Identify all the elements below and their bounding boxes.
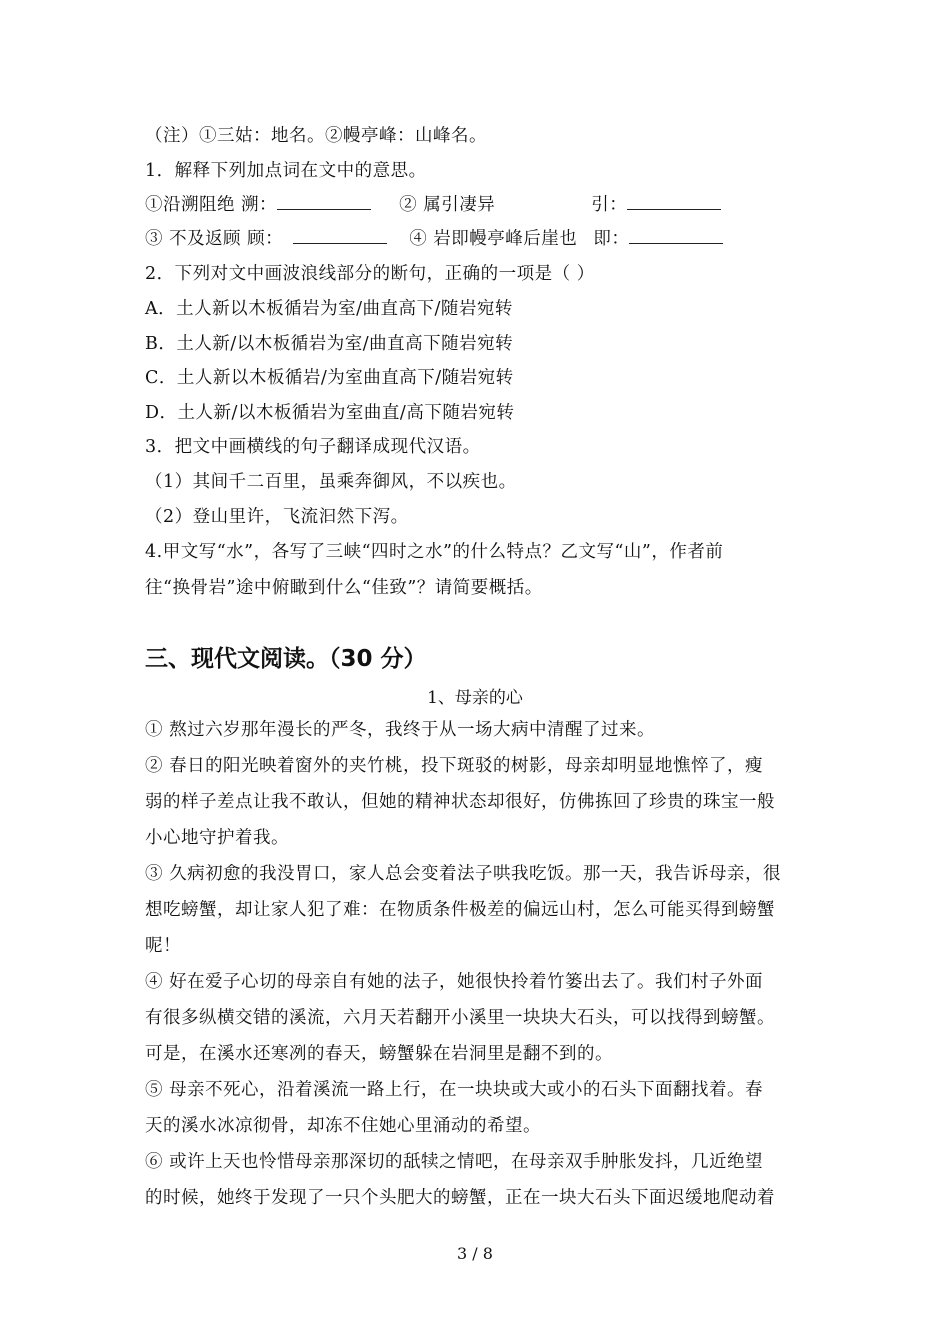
q1-row-1 (145, 191, 721, 216)
article-line: 呢！ (145, 936, 181, 956)
q3-sentence-2: （2）登山里许，飞流汩然下泻。 (145, 507, 409, 527)
answer-blank-3[interactable] (293, 227, 387, 244)
answer-blank-1[interactable] (277, 193, 371, 210)
q1-item-4: ④ 岩即幔亭峰后崖也 (409, 229, 578, 249)
q1-row-2 (145, 225, 723, 250)
article-line: ④ 好在爱子心切的母亲自有她的法子，她很快拎着竹篓出去了。我们村子外面 (145, 972, 764, 992)
q1-item-1: ①沿溯阻绝 溯： (145, 195, 278, 215)
q2-option-b: B．土人新/以木板循岩为室/曲直高下随岩宛转 (145, 334, 514, 354)
q2-option-c: C．土人新以木板循岩/为室曲直高下/随岩宛转 (145, 368, 514, 388)
q1-item-4-label: 即： (593, 229, 630, 249)
article-line: 的时候，她终于发现了一只个头肥大的螃蟹，正在一块大石头下面迟缓地爬动着 (145, 1188, 775, 1208)
article-line: ③ 久病初愈的我没胃口，家人总会变着法子哄我吃饭。那一天，我告诉母亲，很 (145, 864, 782, 884)
article-line: 有很多纵横交错的溪流，六月天若翻开小溪里一块块大石头，可以找得到螃蟹。 (145, 1008, 775, 1028)
article-line: 小心地守护着我。 (145, 828, 289, 848)
q3-sentence-1: （1）其间千二百里，虽乘奔御风，不以疾也。 (145, 472, 517, 492)
article-line: 天的溪水冰凉彻骨，却冻不住她心里涌动的希望。 (145, 1116, 541, 1136)
article-line: 可是，在溪水还寒冽的春天，螃蟹躲在岩洞里是翻不到的。 (145, 1044, 613, 1064)
article-line: 想吃螃蟹，却让家人犯了难：在物质条件极差的偏远山村，怎么可能买得到螃蟹 (145, 900, 775, 920)
answer-blank-4[interactable] (629, 227, 723, 244)
article-line: ② 春日的阳光映着窗外的夹竹桃，投下斑驳的树影，母亲却明显地憔悴了，瘦 (145, 756, 764, 776)
answer-blank-2[interactable] (627, 193, 721, 210)
q2-stem: 2．下列对文中画波浪线部分的断句，正确的一项是（ ） (145, 264, 595, 284)
q4-line-1: 4.甲文写“水”，各写了三峡“四时之水”的什么特点？乙文写“山”，作者前 (145, 542, 724, 562)
q2-option-a: A．土人新以木板循岩为室/曲直高下/随岩宛转 (145, 299, 513, 319)
article-title: 1、母亲的心 (427, 688, 523, 708)
article-line: ⑤ 母亲不死心，沿着溪流一路上行，在一块块或大或小的石头下面翻找着。春 (145, 1080, 764, 1100)
note: （注）①三姑：地名。②幔亭峰：山峰名。 (145, 126, 487, 146)
q4-line-2: 往“换骨岩”途中俯瞰到什么“佳致”？请简要概括。 (145, 578, 543, 598)
page-number: 3 / 8 (457, 1244, 493, 1263)
q3-stem: 3．把文中画横线的句子翻译成现代汉语。 (145, 437, 481, 457)
section-title: 三、现代文阅读。（30 分） (145, 646, 427, 672)
article-line: ⑥ 或许上天也怜惜母亲那深切的舐犊之情吧，在母亲双手肿胀发抖，几近绝望 (145, 1152, 764, 1172)
article-line: ① 熬过六岁那年漫长的严冬，我终于从一场大病中清醒了过来。 (145, 720, 656, 740)
q1-item-2-label: 引： (591, 195, 628, 215)
q1-stem: 1．解释下列加点词在文中的意思。 (145, 161, 427, 181)
article-line: 弱的样子差点让我不敢认，但她的精神状态却很好，仿佛拣回了珍贵的珠宝一般 (145, 792, 775, 812)
q2-option-d: D．土人新/以木板循岩为室曲直/高下随岩宛转 (145, 403, 515, 423)
q1-item-2: ② 属引凄异 (399, 195, 496, 215)
q1-item-3: ③ 不及返顾 顾： (145, 229, 284, 249)
